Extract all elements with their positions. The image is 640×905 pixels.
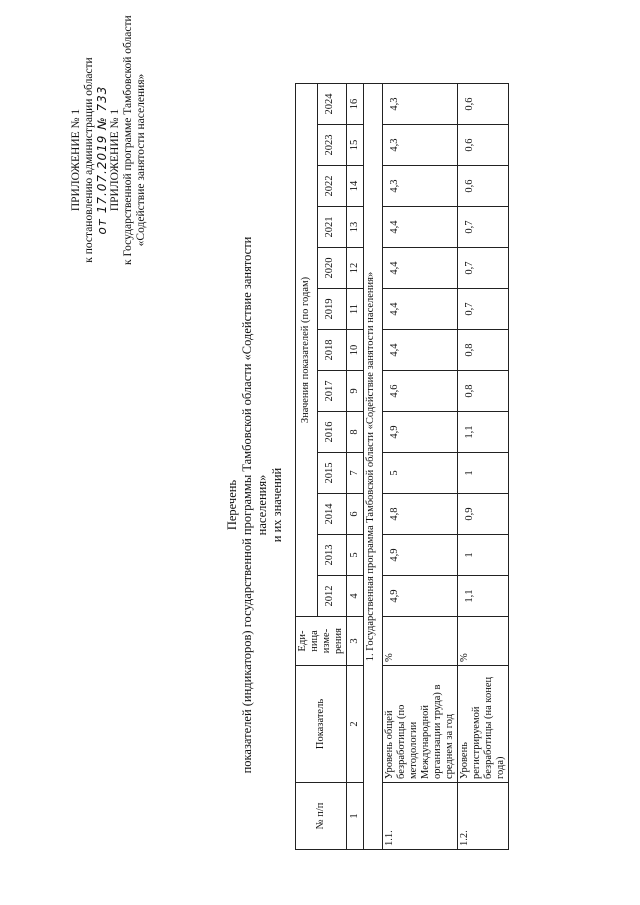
column-number-row	[347, 84, 364, 850]
column-number: 15	[347, 125, 364, 166]
year-header: 2015	[317, 453, 346, 494]
column-number: 10	[347, 330, 364, 371]
value-cell: 0,6	[458, 125, 509, 166]
row-number: 1.1.	[383, 783, 458, 850]
appendix-title: ПРИЛОЖЕНИЕ № 1	[70, 108, 82, 212]
table-row	[383, 84, 458, 850]
value-cell: 0,8	[458, 371, 509, 412]
column-number: 11	[347, 289, 364, 330]
column-number: 13	[347, 207, 364, 248]
value-cell: 4,3	[383, 166, 458, 207]
handwritten-date: от 17.07.2019 № 733	[95, 85, 109, 235]
value-cell: 4,4	[383, 330, 458, 371]
column-number: 5	[347, 535, 364, 576]
value-cell: 4,8	[383, 494, 458, 535]
col-header-values: Значения показателей (по годам)	[296, 84, 318, 617]
value-cell: 0,9	[458, 494, 509, 535]
column-number: 6	[347, 494, 364, 535]
column-number: 14	[347, 166, 364, 207]
column-number: 7	[347, 453, 364, 494]
value-cell: 4,3	[383, 125, 458, 166]
year-header: 2024	[317, 84, 346, 125]
column-number: 8	[347, 412, 364, 453]
appendix-title-2: ПРИЛОЖЕНИЕ № 1	[109, 108, 121, 212]
year-header: 2016	[317, 412, 346, 453]
title-line-1: Перечень	[225, 479, 239, 531]
value-cell: 4,4	[383, 207, 458, 248]
section-row	[364, 84, 383, 850]
column-number: 9	[347, 371, 364, 412]
title-line-3: и их значений	[270, 467, 284, 543]
value-cell: 4,9	[383, 535, 458, 576]
value-cell: 1	[458, 535, 509, 576]
value-cell: 0,7	[458, 289, 509, 330]
year-header: 2018	[317, 330, 346, 371]
col-header-unit: Еди-ница изме-рения	[296, 617, 347, 666]
year-header: 2012	[317, 576, 346, 617]
column-number: 2	[347, 666, 364, 783]
indicator-name: Уровень общей безработицы (по методологии Международной организации труда) в среднем за год	[383, 666, 458, 783]
value-cell: 4,4	[383, 248, 458, 289]
value-cell: 4,6	[383, 371, 458, 412]
value-cell: 0,6	[458, 84, 509, 125]
value-cell: 4,4	[383, 289, 458, 330]
resolution-ref: к постановлению администрации области	[83, 57, 95, 263]
year-header: 2017	[317, 371, 346, 412]
appendix-header	[70, 15, 148, 265]
year-header: 2021	[317, 207, 346, 248]
value-cell: 4,9	[383, 412, 458, 453]
program-name: «Содействие занятости населения»	[135, 73, 147, 247]
column-number: 3	[347, 617, 364, 666]
column-number: 12	[347, 248, 364, 289]
indicators-table	[295, 83, 509, 850]
title-line-2: показателей (индикаторов) государственной программы Тамбовской области «Содействие занятости населения»	[240, 236, 269, 774]
program-ref: к Государственной программе Тамбовской области	[122, 15, 134, 265]
column-number: 1	[347, 783, 364, 850]
indicator-name: Уровень регистрируемой безработицы (на конец года)	[458, 666, 509, 783]
column-number: 4	[347, 576, 364, 617]
year-header: 2023	[317, 125, 346, 166]
value-cell: 4,9	[383, 576, 458, 617]
year-header: 2020	[317, 248, 346, 289]
unit: %	[383, 617, 458, 666]
value-cell: 0,8	[458, 330, 509, 371]
column-number: 16	[347, 84, 364, 125]
section-title: 1. Государственная программа Тамбовской области «Содействие занятости населения»	[364, 84, 383, 850]
year-header: 2014	[317, 494, 346, 535]
unit: %	[458, 617, 509, 666]
value-cell: 0,6	[458, 166, 509, 207]
year-header: 2022	[317, 166, 346, 207]
col-header-name: Показатель	[296, 666, 347, 783]
value-cell: 1	[458, 453, 509, 494]
col-header-no: № п/п	[296, 783, 347, 850]
value-cell: 5	[383, 453, 458, 494]
table-row	[458, 84, 509, 850]
value-cell: 0,7	[458, 248, 509, 289]
document-title	[225, 225, 285, 785]
value-cell: 1,1	[458, 412, 509, 453]
value-cell: 4,3	[383, 84, 458, 125]
row-number: 1.2.	[458, 783, 509, 850]
value-cell: 1,1	[458, 576, 509, 617]
value-cell: 0,7	[458, 207, 509, 248]
year-header: 2013	[317, 535, 346, 576]
year-header: 2019	[317, 289, 346, 330]
